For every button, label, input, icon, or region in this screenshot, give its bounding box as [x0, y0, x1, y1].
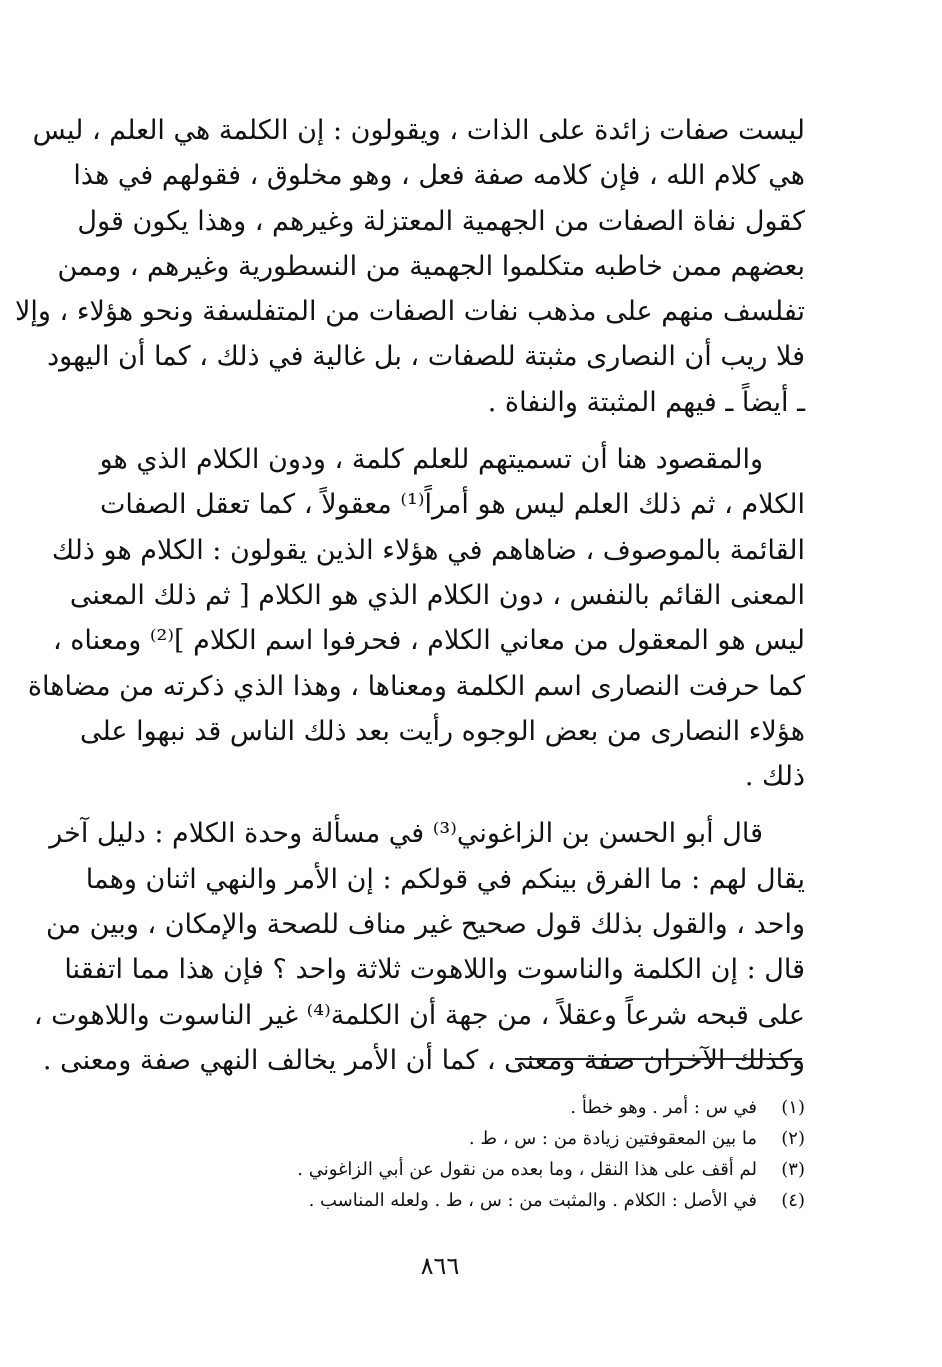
text-line: ذلك . [744, 761, 805, 793]
text-line: ليست صفات زائدة على الذات ، ويقولون : إن الكلمة هي العلم ، ليس [32, 115, 805, 146]
paragraph-3 [33, 811, 805, 1083]
text-line: قال : إن الكلمة والناسوت واللاهوت ثلاثة واحد ؟ فإن هذا مما اتفقنا [64, 954, 805, 986]
text-line: الكلام ، ثم ذلك العلم ليس هو أمراً⁽¹⁾ معقولاً ، كما تعقل الصفات [100, 489, 805, 521]
text-line: هؤلاء النصارى من بعض الوجوه رأيت بعد ذلك الناس قد نبهوا على [79, 715, 805, 747]
text-line: على قبحه شرعاً وعقلاً ، من جهة أن الكلمة⁽⁴⁾ غير الناسوت واللاهوت ، [33, 999, 805, 1031]
footnote-number: (٤) [781, 1190, 805, 1211]
footnote-text: في الأصل : الكلام . والمثبت من : س ، ط . ولعله المناسب . [308, 1190, 757, 1211]
paragraph-2 [27, 437, 805, 799]
page-number: ٨٦٦ [420, 1252, 460, 1280]
text-line: قال أبو الحسن بن الزاغوني⁽³⁾ في مسألة وحدة الكلام : دليل آخر [49, 818, 763, 850]
text-line: المعنى القائم بالنفس ، دون الكلام الذي هو الكلام [ ثم ذلك المعنى [69, 579, 805, 611]
text-line: ليس هو المعقول من معاني الكلام ، فحرفوا اسم الكلام ]⁽²⁾ ومعناه ، [52, 625, 805, 657]
text-line: ـ أيضاً ـ فيهم المثبتة والنفاة . [487, 386, 805, 418]
text-line: تفلسف منهم على مذهب نفات الصفات من المتفلسفة ونحو هؤلاء ، وإلا [15, 296, 805, 328]
footnote-number: (٢) [781, 1128, 805, 1149]
footnote-text: في س : أمر . وهو خطأ . [570, 1097, 757, 1118]
footnote-4 [120, 1185, 805, 1216]
text-line: كما حرفت النصارى اسم الكلمة ومعناها ، وهذا الذي ذكرته من مضاهاة [27, 670, 805, 702]
paragraph-1 [15, 108, 805, 425]
footnote-2 [120, 1123, 805, 1154]
text-line: فلا ريب أن النصارى مثبتة للصفات ، بل غالية في ذلك ، كما أن اليهود [47, 341, 805, 373]
text-line: يقال لهم : ما الفرق بينكم في قولكم : إن الأمر والنهي اثنان وهما [85, 863, 805, 895]
footnote-number: (٣) [781, 1159, 805, 1180]
text-line: القائمة بالموصوف ، ضاهاهم في هؤلاء الذين يقولون : الكلام هو ذلك [51, 534, 805, 566]
text-line: كقول نفاة الصفات من الجهمية المعتزلة وغيرهم ، وهذا يكون قول [77, 205, 805, 237]
footnote-3 [120, 1154, 805, 1185]
footnote-1 [120, 1092, 805, 1123]
text-line: بعضهم ممن خاطبه متكلموا الجهمية من النسطورية وغيرهم ، وممن [57, 250, 805, 282]
footnote-number: (١) [781, 1097, 805, 1118]
main-text [15, 108, 805, 1095]
text-line: والمقصود هنا أن تسميتهم للعلم كلمة ، ودون الكلام الذي هو [99, 444, 763, 476]
text-line: وكذلك الآخران صفة ومعنى ، كما أن الأمر يخالف النهي صفة ومعنى . [42, 1044, 805, 1076]
footnotes [120, 1092, 805, 1216]
footnote-separator [515, 1058, 802, 1060]
footnote-text: ما بين المعقوفتين زيادة من : س ، ط . [468, 1128, 757, 1149]
footnote-text: لم أقف على هذا النقل ، وما بعده من نقول عن أبي الزاغوني . [297, 1159, 757, 1180]
text-line: واحد ، والقول بذلك قول صحيح غير مناف للصحة والإمكان ، وبين من [46, 909, 805, 941]
text-line: هي كلام الله ، فإن كلامه صفة فعل ، وهو مخلوق ، فقولهم في هذا [73, 160, 805, 192]
